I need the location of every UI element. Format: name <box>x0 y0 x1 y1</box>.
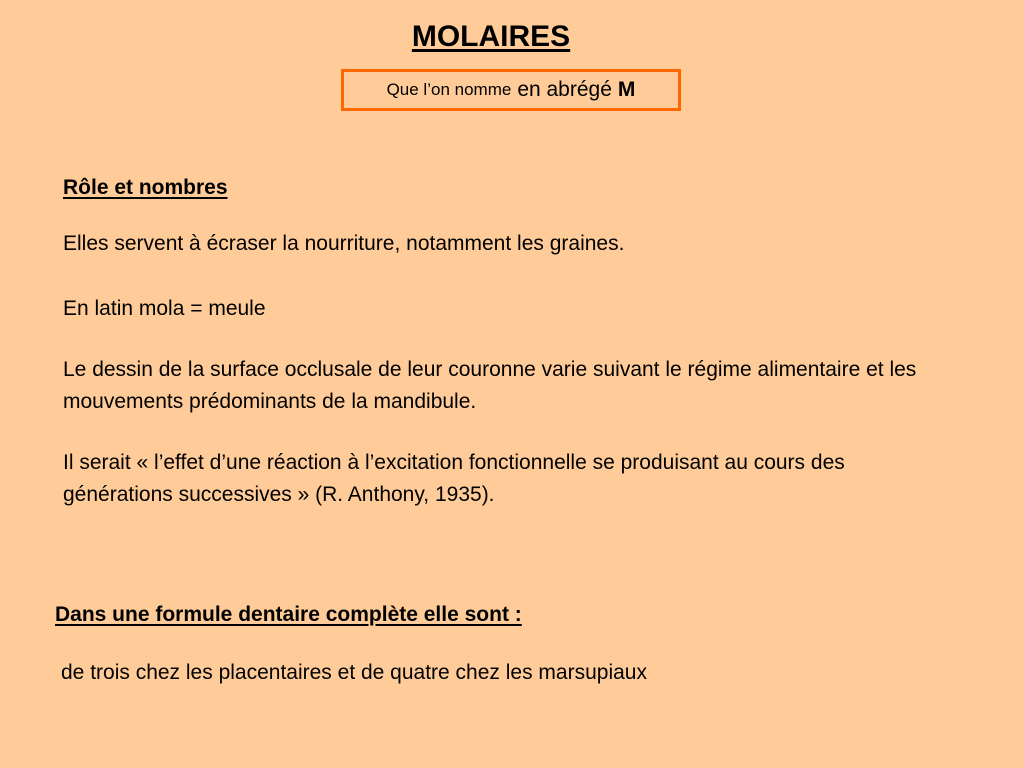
slide-title <box>0 20 1024 54</box>
abbreviation-middle: en abrégé <box>517 78 612 101</box>
abbreviation-symbol: M <box>617 78 636 101</box>
section-heading-formula: Dans une formule dentaire complète elle sont : <box>55 603 522 626</box>
paragraph-etymology: En latin mola = meule <box>63 297 266 320</box>
section-heading-role: Rôle et nombres <box>63 176 228 199</box>
paragraph-function: Elles servent à écraser la nourriture, notamment les graines. <box>63 232 625 255</box>
paragraph-formula-count: de trois chez les placentaires et de quatre chez les marsupiaux <box>61 661 647 684</box>
abbreviation-box <box>341 69 681 111</box>
paragraph-occlusal-surface: Le dessin de la surface occlusale de leur couronne varie suivant le régime alimentaire et les mouvements prédominants de la mandibule. <box>63 358 917 413</box>
paragraph-quote: Il serait « l’effet d’une réaction à l’excitation fonctionnelle se produisant au cours des générations successives » (R. Anthony, 1935). <box>63 451 845 506</box>
slide-title-text: MOLAIRES <box>411 20 571 53</box>
abbreviation-prefix: Que l’on nomme <box>386 80 512 99</box>
